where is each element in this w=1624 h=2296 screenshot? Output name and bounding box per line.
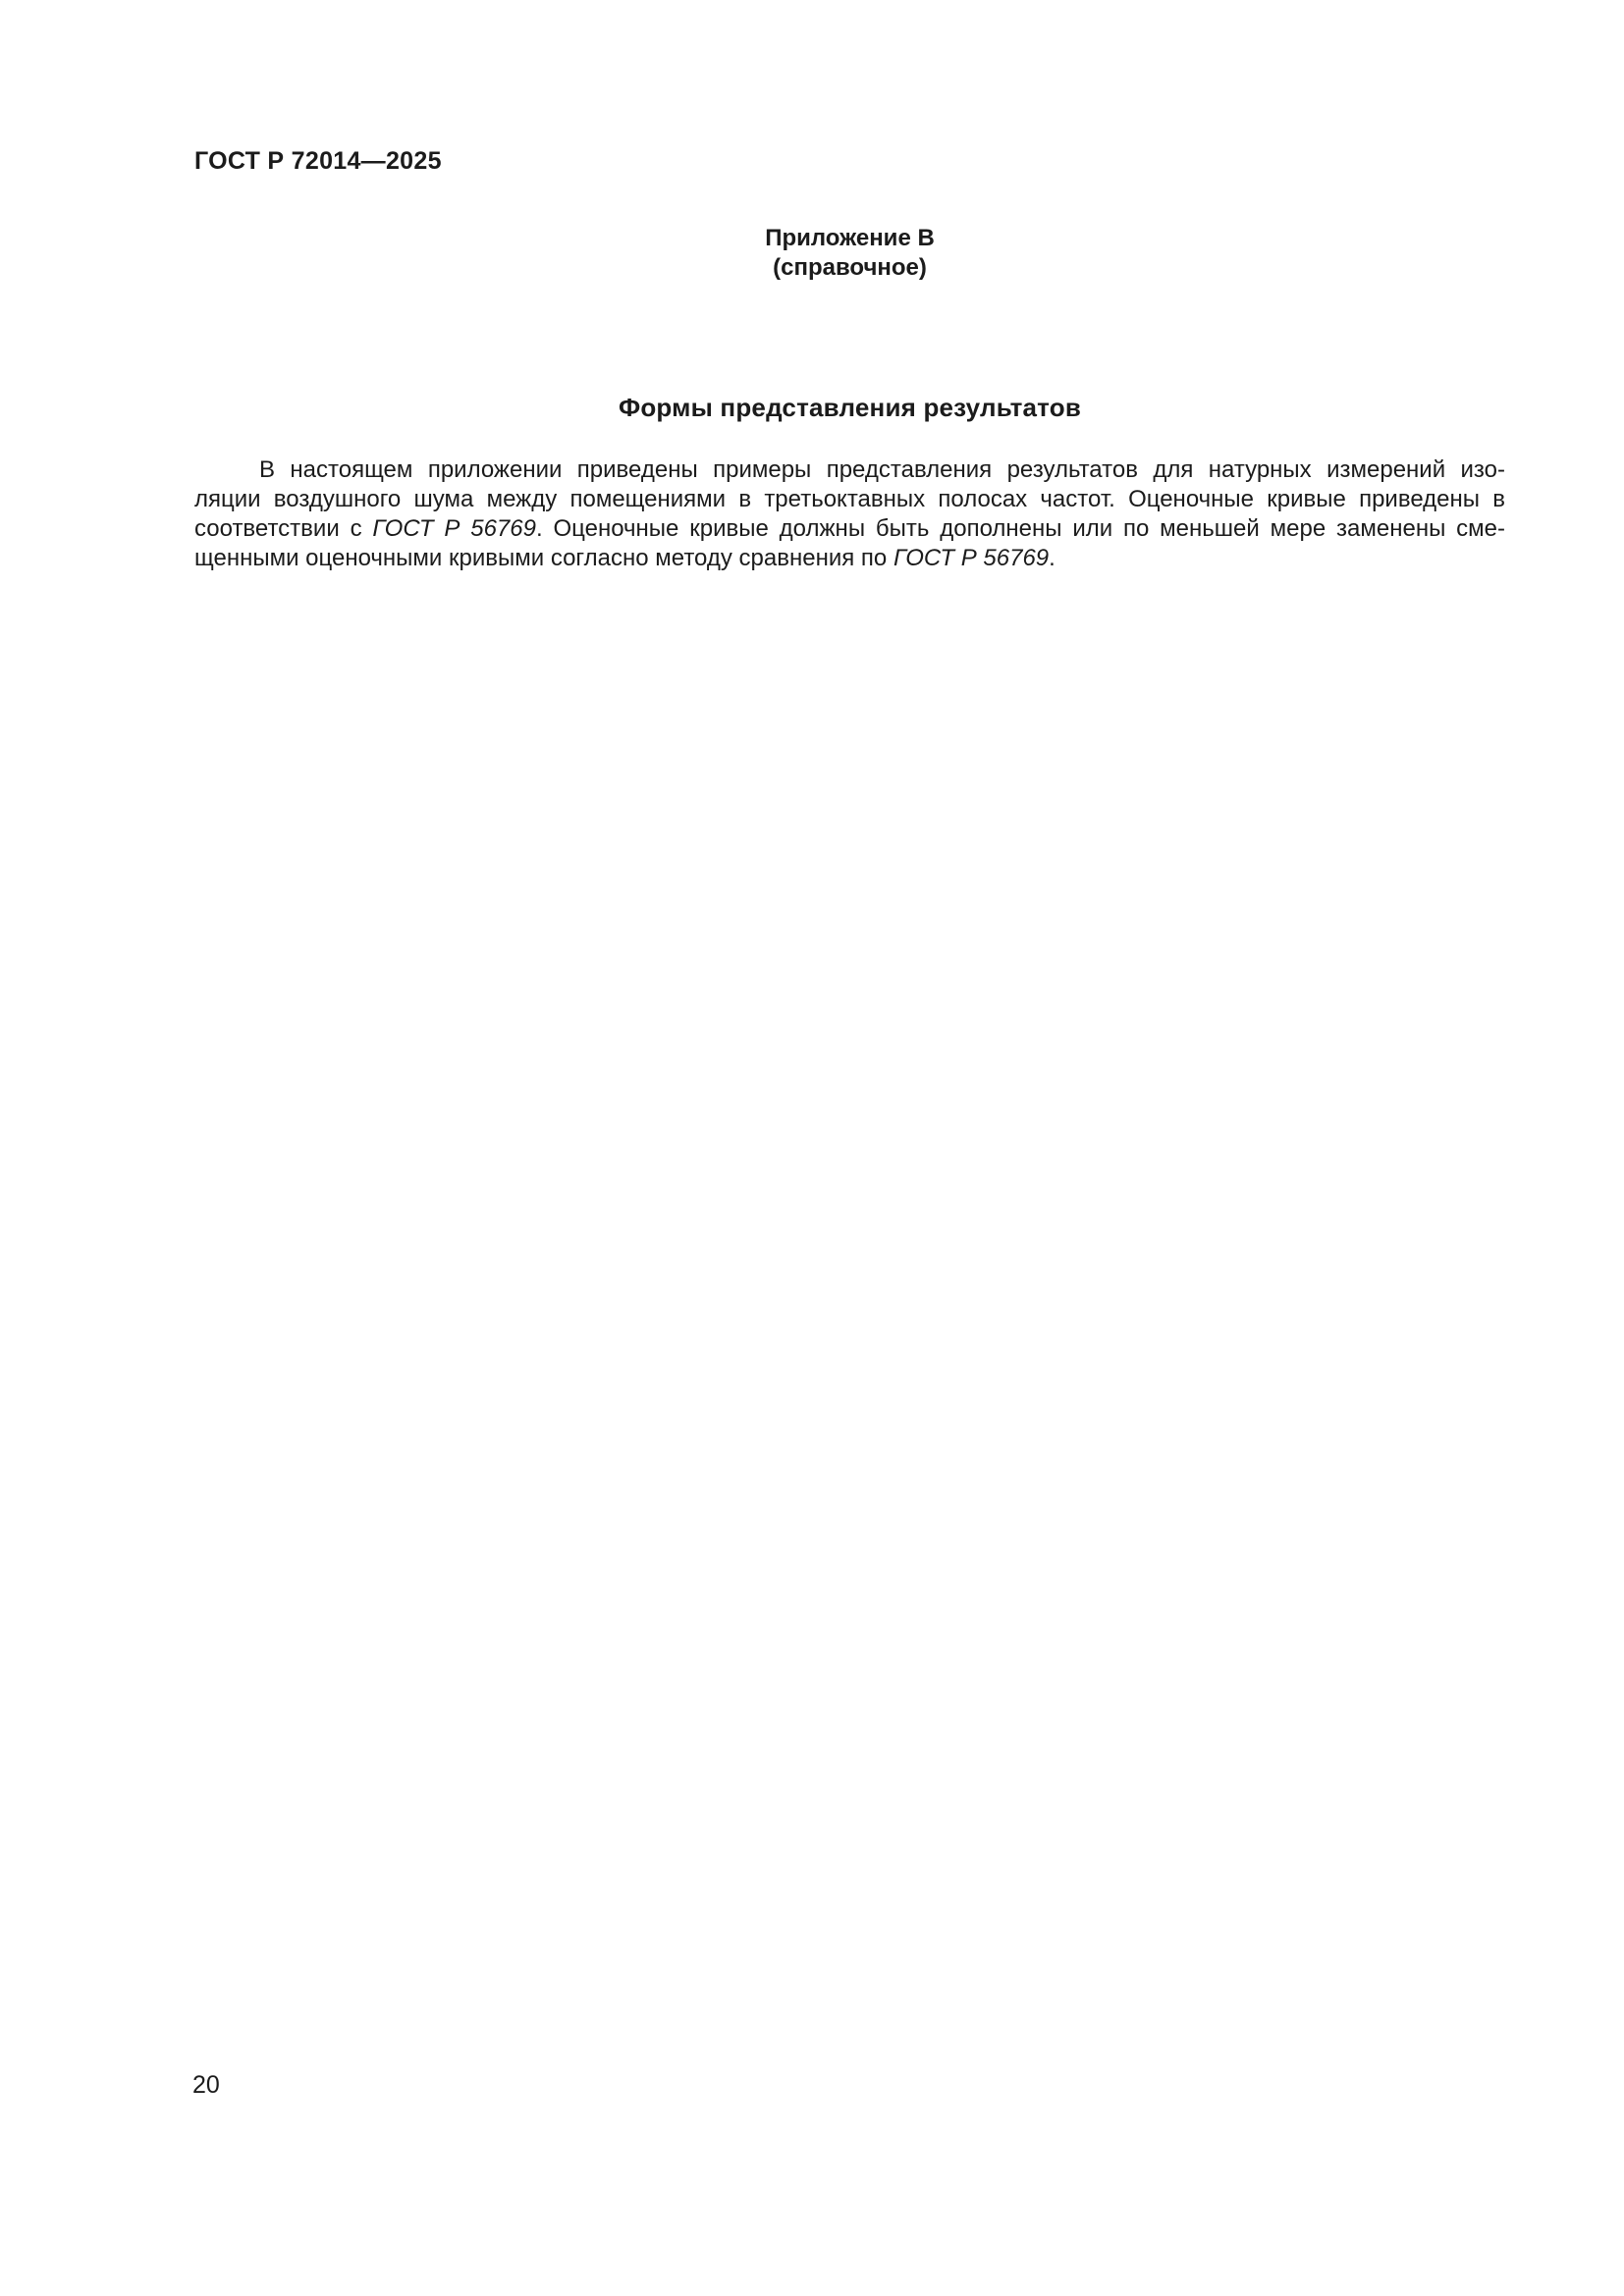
document-code: ГОСТ Р 72014—2025 (194, 147, 442, 175)
referenced-standard: ГОСТ Р 56769 (372, 515, 536, 542)
paragraph-line (194, 455, 1505, 485)
section-title: Формы представления результатов (618, 393, 1082, 422)
page-number: 20 (192, 2071, 220, 2099)
paragraph-text: щенными оценочными кривыми согласно методу сравнения по (194, 545, 893, 571)
paragraph-line (194, 485, 1505, 514)
paragraph-text: В настоящем приложении приведены примеры представления результатов для натурных измерений изо- (259, 456, 1505, 483)
paragraph-text: соответствии с (194, 515, 373, 542)
paragraph-text: . Оценочные кривые должны быть дополнены или по меньшей мере заменены сме- (535, 515, 1506, 542)
appendix-type: (справочное) (773, 254, 927, 281)
paragraph-text: . (1049, 545, 1056, 571)
referenced-standard: ГОСТ Р 56769 (893, 545, 1050, 571)
appendix-heading (194, 224, 1505, 283)
appendix-label: Приложение В (765, 225, 935, 251)
paragraph-line (194, 514, 1505, 544)
body-paragraph (194, 455, 1505, 573)
paragraph-line (194, 544, 1505, 573)
paragraph-text: ляции воздушного шума между помещениями в третьоктавных полосах частот. Оценочные кривые приведены в (194, 486, 1505, 512)
